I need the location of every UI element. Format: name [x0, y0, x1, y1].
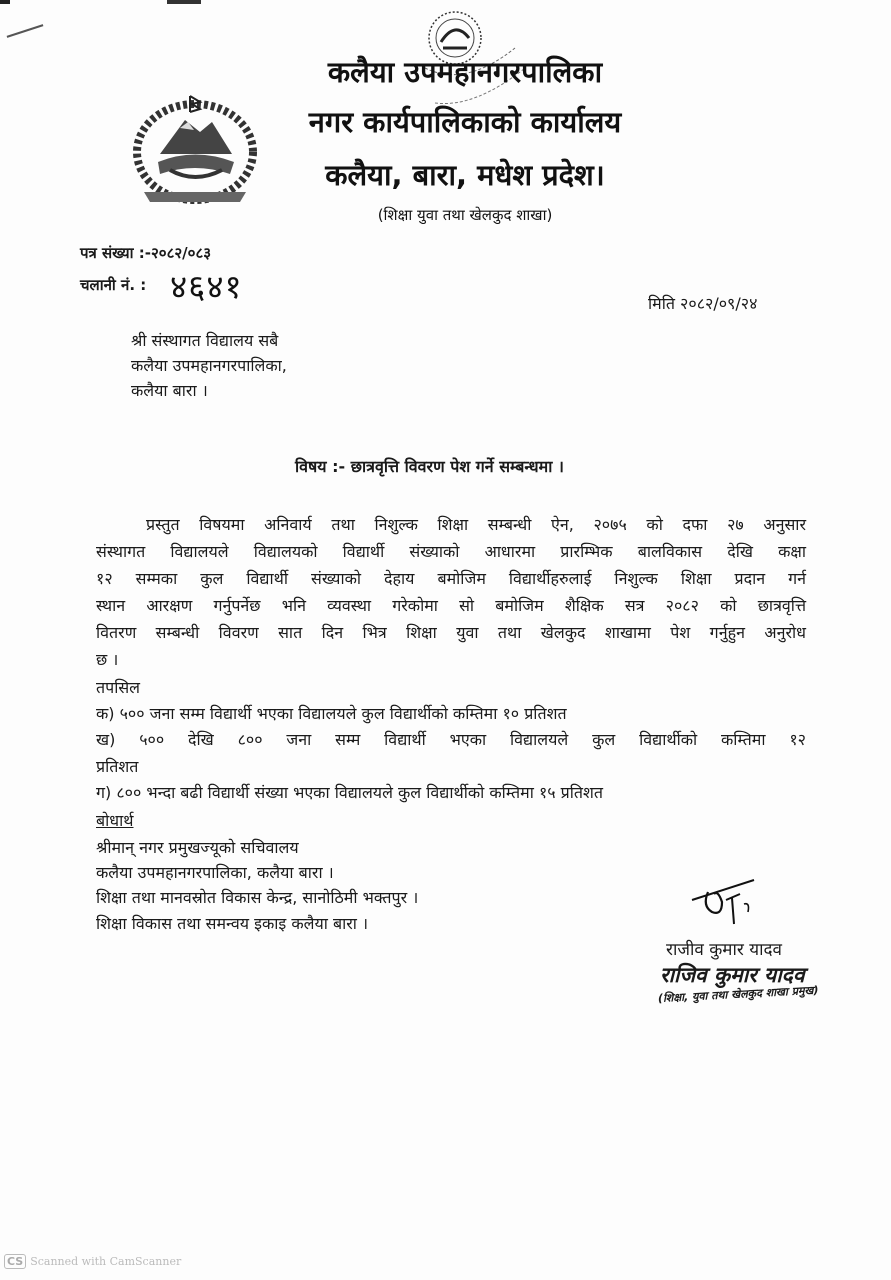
cc-heading: बोधार्थ — [96, 811, 134, 830]
letter-number: पत्र संख्या :-२०८२/०८३ — [80, 244, 212, 262]
details-word: ८०० — [237, 730, 263, 749]
body-line: वितरण सम्बन्धी विवरण सात दिन भित्र शिक्षा युवा तथा खेलकुद शाखामा पेश गर्नुहुन अनुरोध — [96, 623, 806, 642]
details-word: देखि — [188, 730, 214, 749]
scan-edge-mark — [167, 0, 201, 4]
body-paragraph — [96, 511, 806, 673]
signatory-name-stamp: राजिव कुमार यादव — [660, 963, 805, 987]
details-word: ख) — [96, 730, 116, 749]
camscanner-text: Scanned with CamScanner — [30, 1255, 182, 1268]
details-word: ५०० — [139, 730, 165, 749]
details-word: भएका — [449, 730, 487, 749]
addressee-line: कलैया बारा । — [131, 381, 208, 400]
body-line: स्थान आरक्षण गर्नुपर्नेछ भनि व्यवस्था गरेकोमा सो बमोजिम शैक्षिक सत्र २०८२ को छात्रवृत्ति — [96, 596, 806, 615]
body-line: १२ सम्मका कुल विद्यार्थी संख्याको देहाय बमोजिम विद्यार्थीहरुलाई निशुल्क शिक्षा प्रदान गर्न — [96, 569, 806, 588]
dispatch-number-handwritten: ४६४१ — [170, 267, 243, 306]
details-word: विद्यार्थी — [384, 730, 426, 749]
body-line: छ । — [96, 650, 119, 669]
scan-edge-mark — [0, 0, 10, 4]
letter-date: मिति २०८२/०९/२४ — [648, 294, 758, 313]
details-word: जना — [286, 730, 312, 749]
details-word: कुल — [592, 730, 616, 749]
camscanner-logo: CS — [4, 1254, 26, 1269]
details-word: विद्यालयले — [510, 730, 569, 749]
section-name: (शिक्षा युवा तथा खेलकुद शाखा) — [377, 206, 553, 224]
details-word: विद्यार्थीको — [639, 730, 698, 749]
details-word: सम्म — [335, 730, 361, 749]
pen-stroke-mark — [7, 24, 44, 38]
body-line: प्रस्तुत विषयमा अनिवार्य तथा निशुल्क शिक्षा सम्बन्धी ऐन, २०७५ को दफा २७ अनुसार — [146, 515, 806, 534]
signatory-name-typed: राजीव कुमार यादव — [666, 940, 782, 960]
details-heading: तपसिल — [96, 678, 141, 697]
body-line: संस्थागत विद्यालयले विद्यालयको विद्यार्थी संख्याको आधारमा प्रारम्भिक बालविकास देखि कक्षा — [96, 542, 806, 561]
dispatch-number-label: चलानी नं. : — [80, 276, 147, 294]
cc-recipient: शिक्षा तथा मानवस्रोत विकास केन्द्र, सानोठिमी भक्तपुर । — [96, 888, 419, 907]
camscanner-watermark — [4, 1254, 181, 1269]
handwritten-signature-icon — [688, 872, 760, 932]
municipality-name: कलैया उपमहानगरपालिका — [327, 55, 603, 89]
cc-recipient: शिक्षा विकास तथा समन्वय इकाइ कलैया बारा । — [96, 914, 369, 933]
office-address: कलैया, बारा, मधेश प्रदेश। — [325, 158, 605, 192]
addressee-line: कलैया उपमहानगरपालिका, — [131, 356, 287, 375]
office-name: नगर कार्यपालिकाको कार्यालय — [308, 105, 622, 139]
details-word: कम्तिमा — [721, 730, 766, 749]
subject-line: विषय :- छात्रवृत्ति विवरण पेश गर्ने सम्बन्धमा । — [295, 457, 564, 476]
signatory-title-stamp: (शिक्षा, युवा तथा खेलकुद शाखा प्रमुख) — [657, 983, 819, 1005]
nepal-emblem-icon — [130, 92, 260, 208]
cc-recipient: कलैया उपमहानगरपालिका, कलैया बारा । — [96, 863, 334, 882]
details-item: ग) ८०० भन्दा बढी विद्यार्थी संख्या भएका विद्यालयले कुल विद्यार्थीको कम्तिमा १५ प्रतिशत — [96, 783, 604, 802]
details-word: १२ — [789, 730, 806, 749]
details-item-continued: प्रतिशत — [96, 757, 139, 776]
addressee-line: श्री संस्थागत विद्यालय सबै — [131, 331, 279, 350]
details-item — [96, 730, 806, 749]
details-item: क) ५०० जना सम्म विद्यार्थी भएका विद्यालयले कुल विद्यार्थीको कम्तिमा १० प्रतिशत — [96, 704, 567, 723]
cc-recipient: श्रीमान् नगर प्रमुखज्यूको सचिवालय — [96, 838, 299, 857]
